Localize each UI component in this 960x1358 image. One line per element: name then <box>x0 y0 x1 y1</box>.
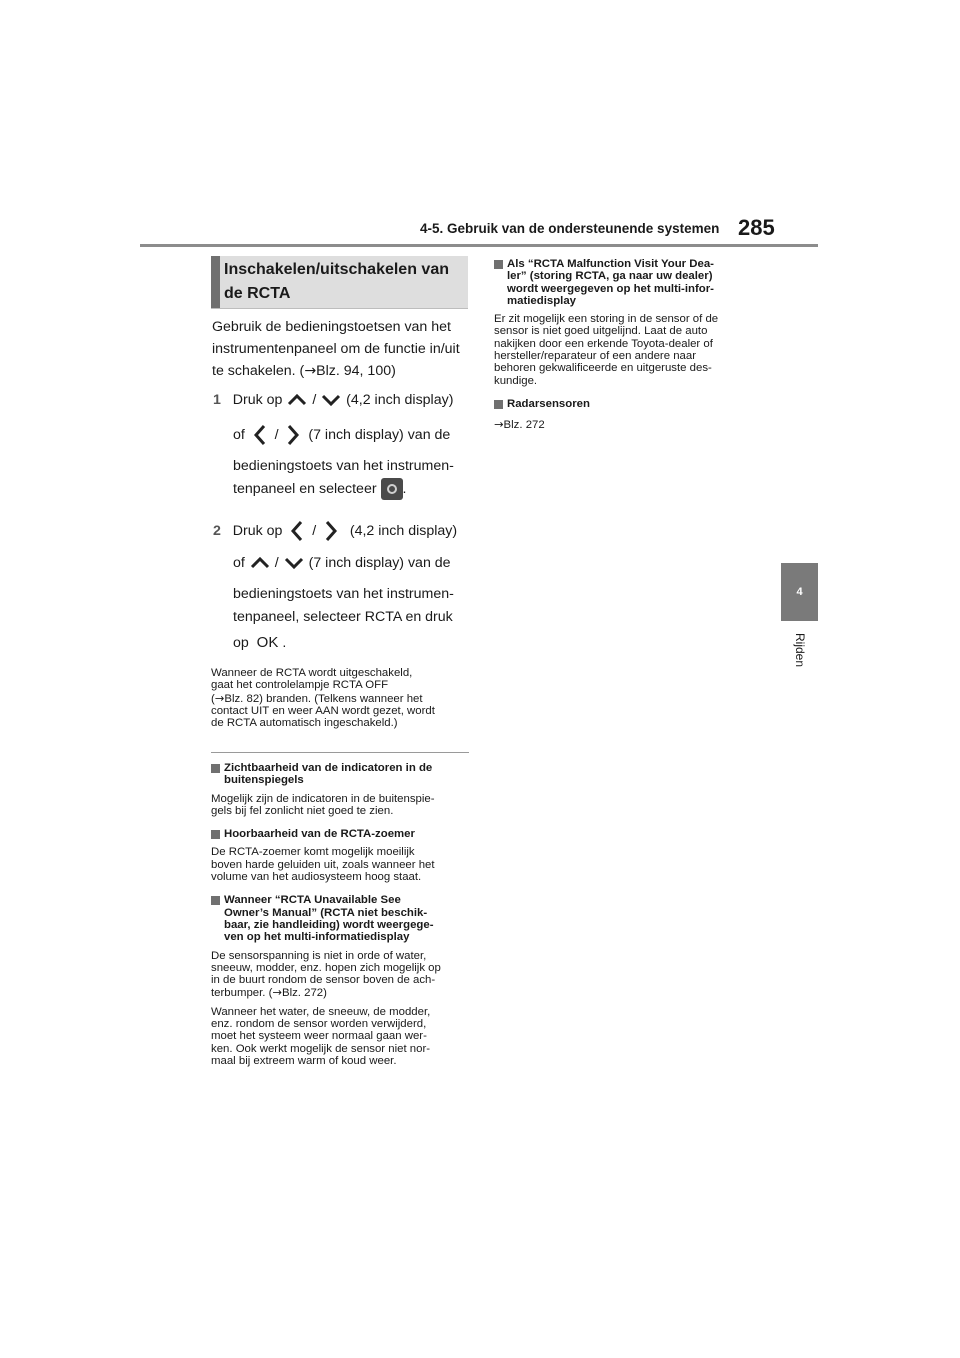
header-rule <box>140 244 818 247</box>
note-body-unavailable: De sensorspanning is niet in orde of water, sneeuw, modder, enz. hopen zich mogelijk op in de buurt rondom de sensor boven de ach- terbumper. (→Blz. 272) <box>211 949 441 1000</box>
section-title: Inschakelen/uitschakelen van de RCTA <box>224 261 449 302</box>
chapter-number: 4 <box>796 586 803 598</box>
chevron-right-icon <box>324 519 338 543</box>
chevron-up-icon <box>249 556 271 570</box>
section-title-bar <box>211 256 220 308</box>
step2-line4: tenpaneel, selecteer RCTA en druk <box>233 609 453 625</box>
header-section-title: 4-5. Gebruik van de ondersteunende systemen <box>420 221 720 236</box>
step2-line5: op OK . <box>233 634 287 651</box>
rcta-off-note: Wanneer de RCTA wordt uitgeschakeld, gaat het controlelampje RCTA OFF (→Blz. 82) branden. (Telkens wanneer het contact UIT en weer AAN wordt gezet, wordt de RCTA automatisch ingeschakeld.) <box>211 667 435 730</box>
note-body-radar: →Blz. 272 <box>494 417 545 432</box>
step1-line1: 1 Druk op / (4,2 inch display) <box>213 392 454 408</box>
chevron-down-icon <box>283 556 305 570</box>
note-heading-unavailable: Wanneer “RCTA Unavailable See Owner’s Manual” (RCTA niet beschik- baar, zie handleiding) wordt weergege- ven op het multi-informatiedisplay <box>211 894 473 943</box>
lead-paragraph: Gebruik de bedieningstoetsen van het instrumentenpaneel om de functie in/uit te schakelen. (→Blz. 94, 100) <box>212 319 460 379</box>
chevron-up-icon <box>286 393 308 407</box>
note-heading-mirror-indicators: Zichtbaarheid van de indicatoren in de buitenspiegels <box>211 762 473 787</box>
note-body-malfunction: Er zit mogelijk een storing in de sensor of de sensor is niet goed uitgelijnd. Laat de auto nakijken door een erkende Toyota-dealer of hersteller/reparateur of een andere naar behoren gekwalificeerde en uitgeruste des- kundige. <box>494 313 719 387</box>
chapter-label: Rijden <box>793 632 807 668</box>
step2-line2: of / (7 inch display) van de <box>233 555 451 571</box>
step2-line1: 2 Druk op / (4,2 inch display) <box>213 519 457 543</box>
step1-line3: bedieningstoets van het instrumen- <box>233 458 454 474</box>
chevron-left-icon <box>253 423 267 447</box>
chevron-down-icon <box>320 393 342 407</box>
square-bullet-icon <box>494 400 503 409</box>
square-bullet-icon <box>494 260 503 269</box>
step2-line3: bedieningstoets van het instrumen- <box>233 586 454 602</box>
note-heading-radar: Radarsensoren <box>494 398 756 410</box>
chapter-tab <box>781 563 818 621</box>
divider <box>211 752 469 753</box>
note-body-mirror-indicators: Mogelijk zijn de indicatoren in de buitenspie- gels bij fel zonlicht niet goed te zien. <box>211 792 435 817</box>
settings-gear-icon <box>381 478 403 500</box>
step1-line2: of / (7 inch display) van de <box>233 423 450 447</box>
note-body-buzzer: De RCTA-zoemer komt mogelijk moeilijk boven harde geluiden uit, zoals wanneer het volume van het audiosysteem hoog staat. <box>211 846 435 884</box>
step1-line4: tenpaneel en selecteer . <box>233 478 406 500</box>
chevron-left-icon <box>290 519 304 543</box>
square-bullet-icon <box>211 764 220 773</box>
square-bullet-icon <box>211 896 220 905</box>
page-number: 285 <box>738 215 775 240</box>
note-heading-malfunction: Als “RCTA Malfunction Visit Your Dea- ler” (storing RCTA, ga naar uw dealer) wordt weergegeven op het multi-infor- matiedisplay <box>494 258 756 307</box>
right-notes <box>494 258 756 432</box>
ok-button-icon: OK <box>256 634 279 651</box>
note-heading-buzzer: Hoorbaarheid van de RCTA-zoemer <box>211 828 473 840</box>
left-notes <box>211 762 473 1067</box>
chevron-right-icon <box>286 423 300 447</box>
note-body-unavailable-2: Wanneer het water, de sneeuw, de modder, enz. rondom de sensor worden verwijderd, moet het systeem weer normaal gaan wer- ken. Ook werkt mogelijk de sensor niet nor- maal bij extreem warm of koud weer. <box>211 1005 431 1067</box>
square-bullet-icon <box>211 830 220 839</box>
